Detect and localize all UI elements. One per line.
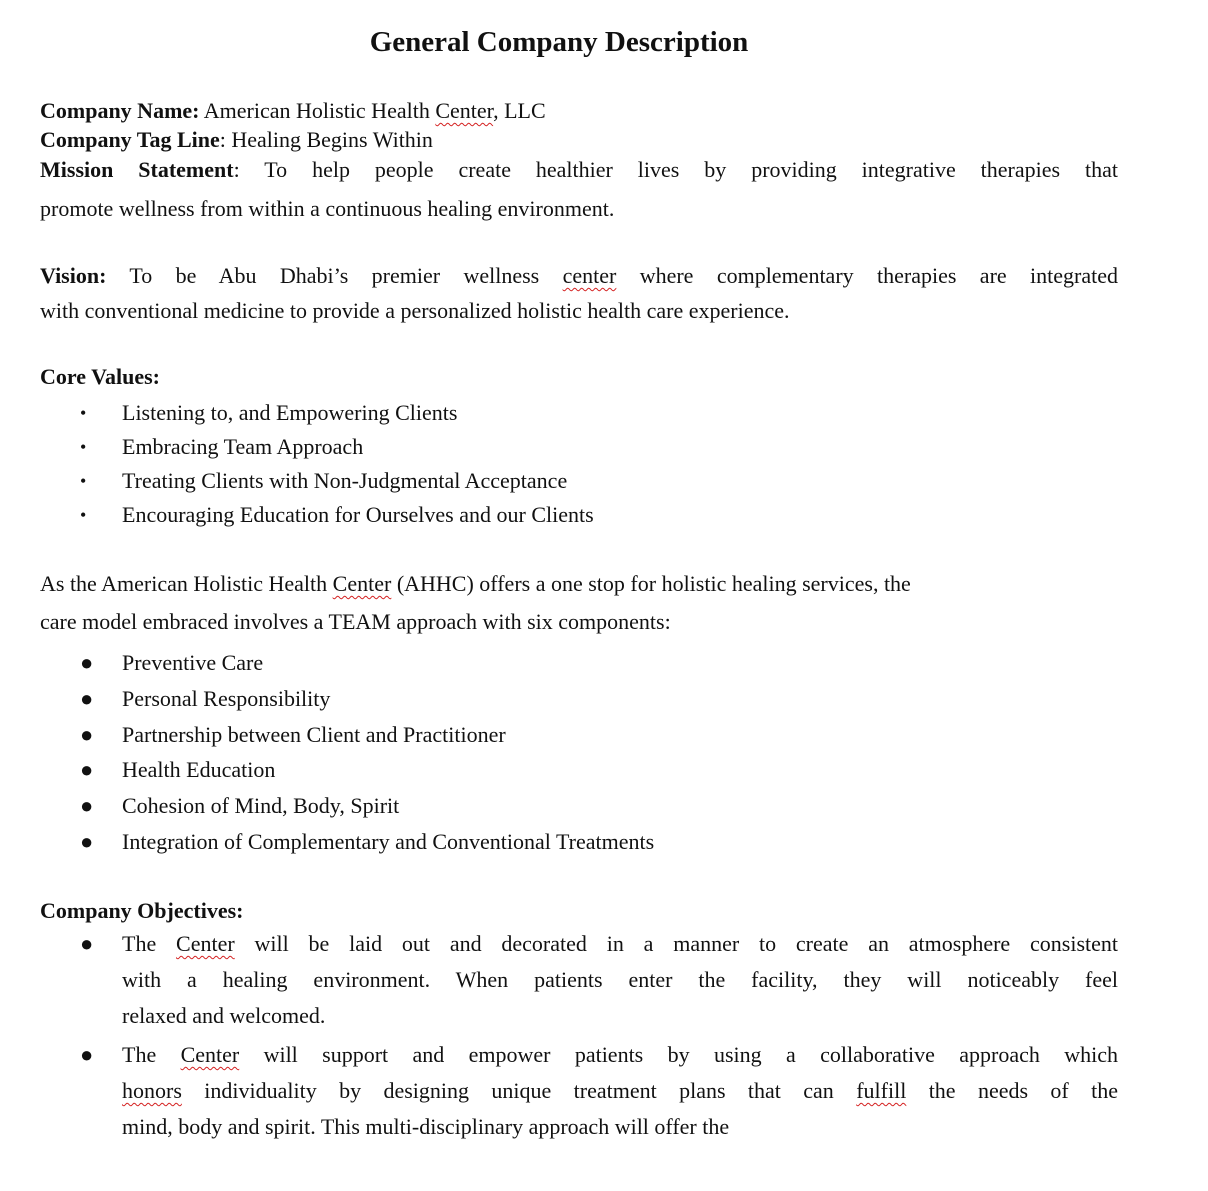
- company-name-value: American Holistic Health: [199, 98, 436, 123]
- bullet-icon: ●: [80, 931, 94, 956]
- core-values-heading: Core Values:: [40, 364, 160, 389]
- honors-spelling-flag[interactable]: honors: [122, 1078, 182, 1103]
- bullet-icon: •: [80, 505, 87, 525]
- company-name-spelling-flag[interactable]: Center: [435, 98, 494, 123]
- mission-line-1: [40, 156, 1118, 184]
- vision-line-1: Vision: To be Abu Dhabi’s premier wellness center where complementary therapies are integrated: [40, 263, 1118, 288]
- bullet-icon: •: [80, 471, 87, 491]
- objectives-heading: Company Objectives:: [40, 898, 244, 923]
- mission-text-1: : To help people create healthier lives by providing integrative therapies that: [233, 157, 1119, 182]
- objective-2-spelling-flag[interactable]: Center: [180, 1042, 240, 1067]
- tag-line-value: : Healing Begins Within: [219, 127, 433, 152]
- objective-item-2: The Center will support and empower patients by using a collaborative approach which honors individuality by designing unique treatment plans that can fulfill the needs of the mind, body and spirit. This multi-disciplinary approach will offer the: [122, 1042, 1119, 1139]
- bullet-icon: •: [80, 437, 87, 457]
- bullet-icon: ●: [80, 793, 94, 818]
- vision-line-2: with conventional medicine to provide a personalized holistic health care experience.: [40, 298, 790, 323]
- company-name-label: Company Name:: [40, 98, 200, 123]
- objective-1-spelling-flag[interactable]: Center: [176, 931, 235, 956]
- bullet-icon: ●: [80, 757, 94, 782]
- company-name-suffix: , LLC: [493, 98, 546, 123]
- vision-label: Vision:: [40, 263, 107, 288]
- objective-item-1: The Center will be laid out and decorated in a manner to create an atmosphere consistent with a healing environment. When patients enter the facility, they will noticeably feel relaxed and welcomed.: [122, 931, 1118, 1028]
- bullet-icon: ●: [80, 829, 94, 854]
- company-name-line: [40, 97, 546, 125]
- bullet-icon: •: [80, 403, 87, 423]
- bullet-icon: ●: [80, 650, 94, 675]
- vision-spelling-flag[interactable]: center: [562, 263, 617, 288]
- team-spelling-flag[interactable]: Center: [332, 571, 392, 596]
- document-title: General Company Description: [369, 26, 749, 58]
- tag-line-label: Company Tag Line: [40, 127, 220, 152]
- bullet-icon: ●: [80, 722, 94, 747]
- bullet-icon: ●: [80, 1042, 94, 1067]
- bullet-icon: ●: [80, 686, 94, 711]
- tag-line: [40, 126, 433, 154]
- mission-line-2: promote wellness from within a continuous healing environment.: [40, 196, 615, 221]
- team-intro-line-2: care model embraced involves a TEAM approach with six components:: [40, 609, 671, 634]
- team-intro-line-1: As the American Holistic Health Center (AHHC) offers a one stop for holistic healing services, the: [40, 571, 911, 596]
- mission-label: Mission Statement: [40, 157, 234, 182]
- fulfill-spelling-flag[interactable]: fulfill: [856, 1078, 907, 1103]
